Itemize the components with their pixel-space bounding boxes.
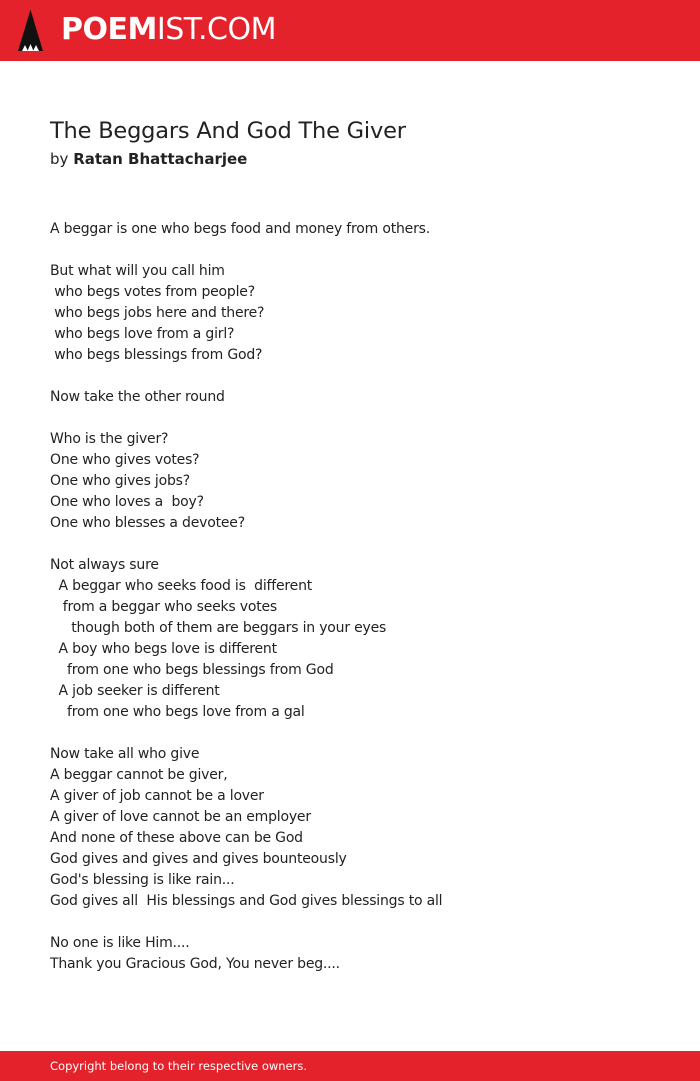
author-name[interactable]: Ratan Bhattacharjee xyxy=(73,150,248,168)
poem-line: God gives all His blessings and God gives blessings to all xyxy=(50,893,443,909)
poem-line: who begs love from a girl? xyxy=(50,326,235,342)
poem-line: Not always sure xyxy=(50,557,159,573)
poem-line xyxy=(50,366,442,387)
logo-light-text: IST.COM xyxy=(156,12,276,47)
byline xyxy=(50,149,247,169)
pencil-tip-icon[interactable] xyxy=(18,10,43,51)
poem-line: though both of them are beggars in your eyes xyxy=(50,620,387,636)
site-footer xyxy=(0,1051,700,1081)
poem-line: Now take the other round xyxy=(50,389,225,405)
poem-line: who begs jobs here and there? xyxy=(50,305,265,321)
copyright-notice: Copyright belong to their respective owners. xyxy=(50,1059,308,1073)
poem-line: God gives and gives and gives bounteously xyxy=(50,851,347,867)
poem-line: from one who begs blessings from God xyxy=(50,662,334,678)
poem-line: who begs votes from people? xyxy=(50,284,255,300)
poem-line: Who is the giver? xyxy=(50,431,169,447)
poem-line: from one who begs love from a gal xyxy=(50,704,305,720)
poem-line: A beggar who seeks food is different xyxy=(50,578,313,594)
poem-line: And none of these above can be God xyxy=(50,830,303,846)
poem-line xyxy=(50,408,442,429)
poem-line: A job seeker is different xyxy=(50,683,220,699)
poem-line: from a beggar who seeks votes xyxy=(50,599,278,615)
poem-title: The Beggars And God The Giver xyxy=(50,118,406,144)
poem-line xyxy=(50,240,442,261)
site-header xyxy=(0,0,700,61)
poem-line: One who gives votes? xyxy=(50,452,200,468)
poem-line: One who gives jobs? xyxy=(50,473,190,489)
poem-line xyxy=(50,723,442,744)
poem-line: No one is like Him.... xyxy=(50,935,190,951)
poem-line: God's blessing is like rain... xyxy=(50,872,235,888)
logo-bold-text: POEM xyxy=(61,12,157,47)
site-logo[interactable] xyxy=(61,12,276,48)
poem-body xyxy=(50,219,442,975)
poem-line: One who blesses a devotee? xyxy=(50,515,245,531)
poem-line: A giver of love cannot be an employer xyxy=(50,809,311,825)
poem-line: A beggar is one who begs food and money from others. xyxy=(50,221,430,237)
poem-line: One who loves a boy? xyxy=(50,494,204,510)
poem-line: A giver of job cannot be a lover xyxy=(50,788,264,804)
poem-line: Now take all who give xyxy=(50,746,200,762)
poem-line: A beggar cannot be giver, xyxy=(50,767,228,783)
poem-line xyxy=(50,912,442,933)
by-label: by xyxy=(50,150,69,168)
poem-line xyxy=(50,534,442,555)
poem-line: But what will you call him xyxy=(50,263,225,279)
poem-line: who begs blessings from God? xyxy=(50,347,263,363)
poem-line: Thank you Gracious God, You never beg.... xyxy=(50,956,340,972)
poem-line: A boy who begs love is different xyxy=(50,641,277,657)
